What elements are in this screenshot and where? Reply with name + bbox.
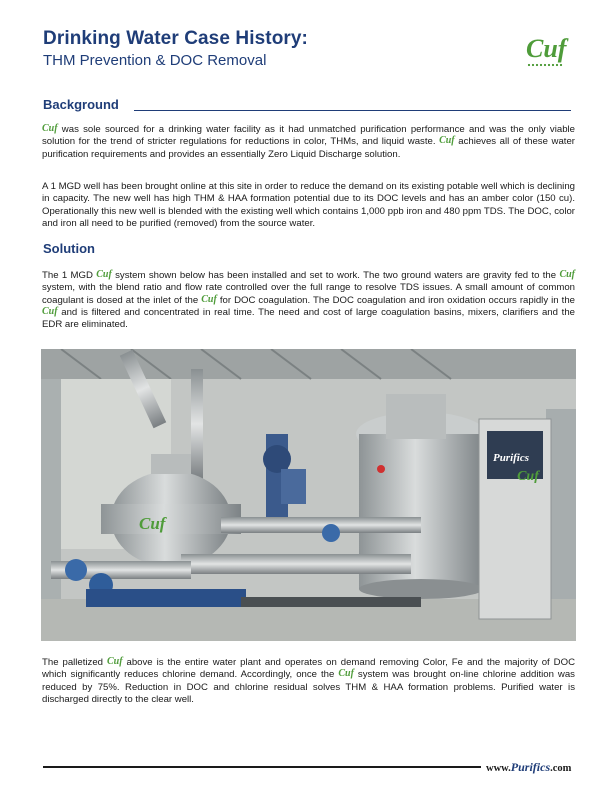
background-heading: Background [43, 97, 119, 112]
system-photo [41, 349, 576, 641]
doc-subtitle: THM Prevention & DOC Removal [43, 52, 267, 69]
paragraph-text: system, with the blend ratio and flow rate controlled over the full range to resolve TDS issues. A small amount of common coagulant is dosed at the inlet of the [42, 282, 575, 306]
cuf-logo-dots [527, 63, 563, 67]
doc-title: Drinking Water Case History: [43, 28, 308, 49]
cuf-logo: Cuf [526, 34, 567, 63]
cuf-inline-logo: Cuf [201, 293, 217, 305]
solution-heading: Solution [43, 241, 95, 256]
cuf-inline-logo: Cuf [96, 269, 112, 280]
cuf-inline-logo: Cuf [106, 656, 123, 667]
panel-brand: Purifics [492, 452, 530, 464]
footer-rule [43, 766, 481, 768]
footer-url-brand: Purifics [510, 760, 551, 774]
background-paragraph-2: A 1 MGD well has been brought online at this site in order to reduce the demand on its existing potable well which is declining in capacity. The new well has high THM & HAA formation potential due to its DOC levels and has an amber color (150 cu). Operationally this new well is blended with the existing well which contains 1,000 ppb iron and 480 ppm TDS. The DOC, color and iron all need to be purified (removed) from the source water. [42, 181, 575, 229]
tank-logo: Cuf [139, 514, 166, 533]
footer-url-prefix: www. [486, 763, 511, 774]
paragraph-text: system shown below has been installed and set to work. The two ground waters are gravity fed to the [111, 270, 560, 281]
cuf-inline-logo: Cuf [338, 668, 354, 680]
background-heading-rule [134, 110, 571, 111]
background-paragraph-1 [42, 124, 575, 161]
paragraph-text: achieves all of these water purification requirements and provides an essentially Zero Liquid Discharge solution. [42, 136, 575, 160]
paragraph-text: for DOC coagulation. The DOC coagulation and iron oxidation occurs rapidly in the [216, 294, 575, 306]
paragraph-text: system was brought on-line chlorine addition was reduced by 75%. Reduction in DOC and chlorine residual solves THM & HAA formation problems. Purified water is discharged directly to the clear well. [42, 669, 575, 705]
system-photo-illustration [41, 349, 576, 641]
cuf-inline-logo: Cuf [42, 305, 58, 317]
paragraph-text: and is filtered and concentrated in real time. The need and cost of large coagulation basins, mixers, clarifiers and the EDR are eliminated. [42, 306, 575, 331]
paragraph-text: The palletized [42, 657, 107, 668]
solution-paragraph-1 [42, 270, 575, 331]
cuf-inline-logo: Cuf [439, 135, 455, 147]
panel-logo: Cuf [517, 469, 539, 484]
footer-url-suffix: .com [550, 763, 572, 774]
paragraph-text: The 1 MGD [42, 270, 97, 281]
footer-url[interactable] [486, 760, 571, 775]
cuf-inline-logo: Cuf [42, 123, 58, 134]
paragraph-text: was sole sourced for a drinking water facility as it had unmatched purification performance and was the only viable solution for the trend of stricter regulations for reductions in color, THMs, and liquid waste. [42, 124, 575, 148]
cuf-inline-logo: Cuf [559, 269, 575, 280]
paragraph-text: above is the entire water plant and operates on demand removing Color, Fe and the majority of DOC which significantly reduces chlorine demand. Accordingly, once the [42, 657, 575, 681]
solution-paragraph-2 [42, 657, 575, 706]
